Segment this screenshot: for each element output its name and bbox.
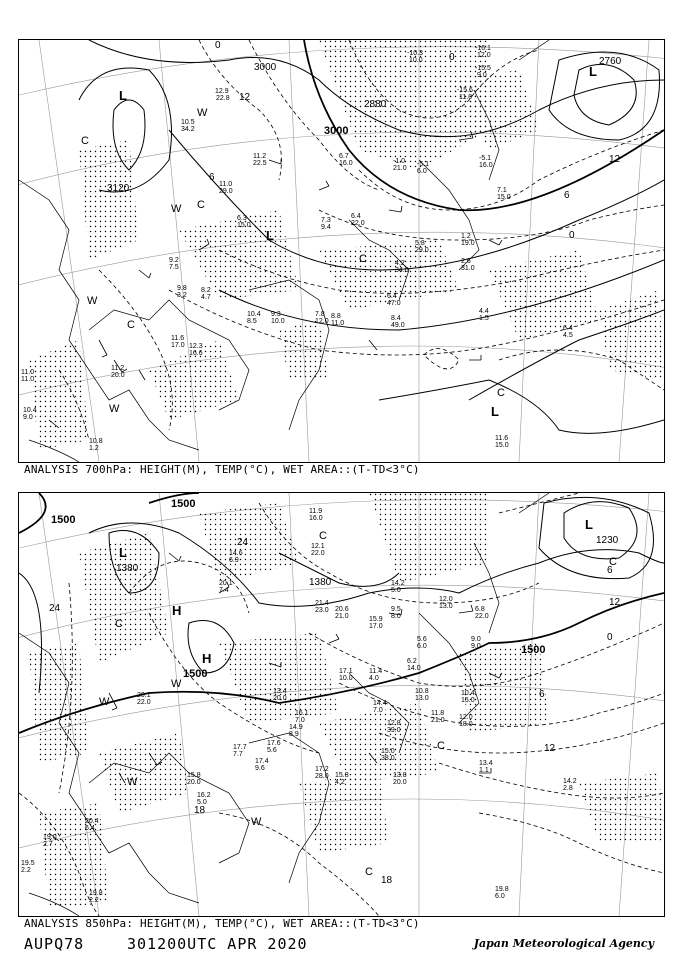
station-dewpoint-depression: 29.0	[219, 188, 233, 195]
station-plot	[461, 258, 475, 272]
station-dewpoint-depression: 6.4	[85, 825, 95, 832]
station-plot	[407, 658, 421, 672]
station-temperature: 6.4	[387, 293, 397, 300]
height-label: 1500	[171, 498, 196, 510]
station-plot	[495, 886, 509, 900]
station-temperature: 8.2	[201, 287, 211, 294]
station-temperature: 9.5	[391, 606, 401, 613]
station-temperature: 17.2	[315, 766, 329, 773]
station-plot	[439, 596, 453, 610]
station-plot	[233, 744, 247, 758]
station-dewpoint-depression: 9.0	[477, 72, 487, 79]
station-plot	[497, 187, 511, 201]
station-dewpoint-depression: 10.0	[409, 57, 423, 64]
station-temperature: 19.8	[495, 886, 509, 893]
station-temperature: 11.8	[431, 710, 445, 717]
station-dewpoint-depression: 1.5	[479, 315, 489, 322]
station-plot	[339, 153, 353, 167]
station-temperature: 17.7	[233, 744, 247, 751]
station-temperature: 17.1	[339, 668, 353, 675]
station-plot	[351, 213, 365, 227]
station-temperature: 19.8	[89, 890, 103, 897]
station-temperature: 8.4	[391, 315, 401, 322]
station-plot	[23, 407, 37, 421]
station-temperature: 14.2	[563, 778, 577, 785]
station-temperature: 13.4	[479, 760, 493, 767]
station-dewpoint-depression: 14.0	[407, 665, 421, 672]
station-plot	[391, 580, 405, 594]
station-dewpoint-depression: 5.0	[197, 799, 207, 806]
cold-center-marker: C	[127, 319, 135, 331]
station-temperature: 15.8	[335, 772, 349, 779]
station-temperature: 20.6	[335, 606, 349, 613]
station-dewpoint-depression: 34.0	[395, 267, 409, 274]
warm-center-marker: W	[109, 403, 120, 415]
station-temperature: 6.8	[475, 606, 485, 613]
station-plot	[369, 668, 382, 682]
station-temperature: 12.1	[311, 543, 325, 550]
station-temperature: 17.6	[267, 740, 281, 747]
station-temperature: 20.1	[219, 580, 233, 587]
station-temperature: 7.1	[497, 187, 507, 194]
station-dewpoint-depression: 39.0	[387, 727, 401, 734]
cold-center-marker: C	[497, 387, 505, 399]
station-dewpoint-depression: 6.0	[417, 643, 427, 650]
station-temperature: 19.5	[21, 860, 35, 867]
product-code: AUPQ78	[24, 935, 85, 953]
station-dewpoint-depression: 7.7	[233, 751, 243, 758]
station-temperature: 12.8	[387, 720, 401, 727]
station-temperature: 5.8	[415, 240, 425, 247]
analysis-700hpa-map	[18, 39, 665, 463]
station-dewpoint-depression: 11.0	[21, 376, 35, 383]
station-temperature: 7.8	[315, 311, 325, 318]
height-label: 2760	[599, 56, 622, 67]
station-plot	[181, 119, 195, 133]
low-center-marker: L	[266, 228, 274, 243]
station-temperature: 6.7	[339, 153, 349, 160]
station-dewpoint-depression: 23.0	[315, 607, 329, 614]
station-dewpoint-depression: 21.0	[431, 717, 445, 724]
height-label: 1230	[596, 535, 619, 546]
station-plot	[393, 158, 407, 172]
station-temperature: 20.1	[137, 692, 151, 699]
station-plot	[393, 772, 407, 786]
station-temperature: 10.8	[89, 438, 103, 445]
station-plot	[187, 772, 201, 786]
analysis-850hpa-map	[18, 492, 665, 917]
station-plot	[315, 766, 329, 780]
station-dewpoint-depression: 21.0	[335, 613, 349, 620]
temperature-label: 0	[215, 40, 221, 51]
station-temperature: 10.8	[415, 688, 429, 695]
temperature-label: 6	[607, 565, 613, 576]
cold-center-marker: C	[609, 556, 617, 568]
station-plot	[471, 636, 481, 650]
high-center-marker: H	[202, 651, 212, 666]
station-dewpoint-depression: 16.0	[309, 515, 323, 522]
height-label: 1380	[309, 577, 332, 588]
station-dewpoint-depression: 17.0	[171, 342, 185, 349]
station-plot	[177, 285, 187, 299]
station-plot	[369, 616, 383, 630]
station-dewpoint-depression: 22.8	[216, 95, 230, 102]
station-dewpoint-depression: 22.5	[253, 160, 267, 167]
temperature-label: 12	[544, 743, 556, 754]
station-temperature: 9.2	[169, 257, 179, 264]
station-plot	[171, 335, 185, 349]
station-dewpoint-depression: 2.2	[21, 867, 31, 874]
station-dewpoint-depression: 29.0	[415, 247, 429, 254]
station-temperature: 11.0	[219, 181, 233, 188]
caption-850hpa: ANALYSIS 850hPa: HEIGHT(M), TEMP(°C), WET AREA::(T-TD<3°C)	[24, 917, 420, 930]
station-plot	[335, 606, 349, 620]
station-temperature: 4.2	[395, 260, 405, 267]
station-dewpoint-depression: 11.0	[459, 94, 473, 101]
station-dewpoint-depression: 20.0	[111, 372, 125, 379]
height-label: 1500	[183, 668, 208, 680]
station-temperature: 4.4	[479, 308, 489, 315]
height-label: 2880	[364, 99, 387, 110]
station-dewpoint-depression: 8.5	[247, 318, 257, 325]
temperature-label: 0	[607, 632, 613, 643]
height-label: 1380	[116, 563, 139, 574]
station-temperature: 12.3	[189, 343, 203, 350]
high-center-marker: H	[172, 603, 182, 618]
station-temperature: -15.5	[475, 65, 491, 72]
warm-center-marker: W	[99, 696, 110, 708]
station-temperature: 7.3	[321, 217, 331, 224]
station-plot	[495, 435, 509, 449]
station-plot	[111, 365, 125, 379]
station-dewpoint-depression: 9.0	[471, 643, 481, 650]
height-label: 3120	[107, 183, 130, 194]
station-dewpoint-depression: 16.6	[189, 350, 203, 357]
station-dewpoint-depression: 15.0	[497, 194, 511, 201]
station-temperature: 1.2	[461, 233, 471, 240]
station-dewpoint-depression: 15.0	[461, 697, 475, 704]
station-temperature: 11.6	[495, 435, 509, 442]
station-plot	[479, 308, 489, 322]
station-dewpoint-depression: 12.0	[477, 52, 491, 59]
station-dewpoint-depression: 22.0	[311, 550, 325, 557]
station-temperature: 9.0	[471, 636, 481, 643]
station-temperature: 11.4	[369, 668, 383, 675]
station-dewpoint-depression: 11.0	[331, 320, 345, 327]
station-temperature: 6.4	[351, 213, 361, 220]
station-temperature: 9.8	[177, 285, 187, 292]
station-plot	[315, 311, 329, 325]
warm-center-marker: W	[87, 295, 98, 307]
warm-center-marker: W	[171, 678, 182, 690]
cold-center-marker: C	[365, 866, 373, 878]
station-dewpoint-depression: 9.0	[23, 414, 33, 421]
station-dewpoint-depression: 20.0	[393, 779, 407, 786]
station-dewpoint-depression: 49.0	[391, 322, 405, 329]
station-plot	[311, 543, 325, 557]
temperature-label: 24	[237, 537, 249, 548]
warm-center-marker: W	[127, 776, 138, 788]
height-label: 1500	[51, 514, 76, 526]
station-dewpoint-depression: 19.0	[461, 240, 475, 247]
station-dewpoint-depression: 8.0	[391, 613, 401, 620]
station-plot	[461, 233, 475, 247]
station-plot	[475, 45, 491, 59]
station-plot	[219, 181, 233, 195]
map-850-canvas	[19, 493, 664, 916]
station-plot	[253, 153, 267, 167]
station-temperature: 10.4	[461, 690, 475, 697]
station-dewpoint-depression: 18.0	[459, 721, 473, 728]
station-plot	[271, 311, 285, 325]
station-plot	[89, 438, 103, 452]
temperature-label: 0	[449, 52, 455, 63]
station-dewpoint-depression: 9.6	[255, 765, 265, 772]
station-temperature: -16.1	[475, 45, 491, 52]
station-dewpoint-depression: 4.0	[369, 675, 379, 682]
station-dewpoint-depression: 4.2	[335, 779, 345, 786]
station-temperature: 14.4	[373, 700, 387, 707]
height-label: 3000	[324, 125, 349, 137]
station-plot	[21, 369, 34, 383]
station-dewpoint-depression: 22.0	[137, 699, 151, 706]
cold-center-marker: C	[359, 253, 367, 265]
station-plot	[407, 50, 423, 64]
station-plot	[563, 778, 577, 792]
temperature-label: 12	[239, 92, 251, 103]
station-temperature: 11.2	[253, 153, 267, 160]
station-temperature: -5.1	[417, 161, 430, 168]
station-plot	[21, 860, 35, 874]
station-temperature: 8.8	[331, 313, 341, 320]
station-plot	[189, 343, 203, 357]
cold-center-marker: C	[437, 740, 445, 752]
station-temperature: 13.4	[273, 688, 287, 695]
warm-center-marker: W	[251, 816, 262, 828]
station-dewpoint-depression: 2.7	[43, 841, 53, 848]
cold-center-marker: C	[81, 135, 89, 147]
station-plot	[309, 508, 323, 522]
station-temperature: 19.0	[43, 834, 57, 841]
temperature-label: 6	[209, 172, 215, 183]
station-dewpoint-depression: 2.8	[563, 785, 573, 792]
station-temperature: 14.6	[229, 550, 243, 557]
station-plot	[255, 758, 269, 772]
station-dewpoint-depression: 31.0	[461, 265, 475, 272]
station-dewpoint-depression: 6.0	[417, 168, 427, 175]
warm-center-marker: W	[197, 107, 208, 119]
caption-700hpa: ANALYSIS 700hPa: HEIGHT(M), TEMP(°C), WET AREA::(T-TD<3°C)	[24, 463, 420, 476]
station-dewpoint-depression: 3.2	[177, 292, 187, 299]
station-temperature: 14.9	[289, 724, 303, 731]
station-plot	[387, 720, 401, 734]
cold-center-marker: C	[319, 530, 327, 542]
station-plot	[315, 600, 329, 614]
station-temperature: 10.4	[23, 407, 37, 414]
station-temperature: 15.9	[369, 616, 383, 623]
station-dewpoint-depression: 1.2	[89, 445, 99, 452]
station-temperature: 6.4	[563, 325, 573, 332]
station-dewpoint-depression: 4.5	[563, 332, 573, 339]
station-plot	[169, 257, 179, 271]
temperature-label: 18	[381, 875, 393, 886]
temperature-label: 24	[49, 603, 61, 614]
station-temperature: 17.4	[255, 758, 269, 765]
station-plot	[331, 313, 344, 327]
station-dewpoint-depression: 6.9	[229, 557, 239, 564]
station-plot	[137, 692, 151, 706]
station-temperature: -1.0	[393, 158, 406, 165]
temperature-label: 12	[609, 154, 621, 165]
temperature-label: 6	[564, 190, 570, 201]
station-dewpoint-depression: 6.0	[495, 893, 505, 900]
station-plot	[459, 714, 473, 728]
station-temperature: 15.8	[187, 772, 201, 779]
station-temperature: 16.1	[295, 710, 309, 717]
station-dewpoint-depression: 13.0	[439, 603, 453, 610]
station-dewpoint-depression: 15.0	[495, 442, 509, 449]
station-temperature: 13.8	[393, 772, 407, 779]
station-temperature: 10.4	[247, 311, 261, 318]
station-dewpoint-depression: 17.0	[369, 623, 383, 630]
station-dewpoint-depression: 1.1	[479, 767, 489, 774]
station-plot	[339, 668, 353, 682]
station-plot	[431, 710, 445, 724]
station-plot	[295, 710, 309, 724]
station-plot	[381, 748, 395, 762]
station-dewpoint-depression: 20.0	[187, 779, 201, 786]
station-dewpoint-depression: 9.4	[321, 224, 331, 231]
station-plot	[457, 87, 473, 101]
station-dewpoint-depression: 7.4	[219, 587, 229, 594]
station-plot	[219, 580, 233, 594]
agency-name: Japan Meteorological Agency	[473, 937, 654, 950]
station-plot	[415, 688, 429, 702]
station-plot	[247, 311, 261, 325]
station-dewpoint-depression: 28.0	[315, 773, 329, 780]
height-label: 1500	[521, 644, 546, 656]
temperature-label: 12	[609, 597, 621, 608]
station-dewpoint-depression: 4.7	[201, 294, 211, 301]
station-dewpoint-depression: 38.0	[381, 755, 395, 762]
station-plot	[321, 217, 331, 231]
station-plot	[417, 636, 427, 650]
station-temperature: 5.6	[417, 636, 427, 643]
station-dewpoint-depression: 8.9	[289, 731, 299, 738]
station-temperature: 9.3	[271, 311, 281, 318]
cold-center-marker: C	[197, 199, 205, 211]
station-temperature: 21.4	[315, 600, 329, 607]
low-center-marker: L	[589, 64, 597, 79]
station-temperature: 6.3	[237, 215, 247, 222]
valid-time: 301200UTC APR 2020	[127, 935, 308, 953]
map-700-canvas	[19, 40, 664, 462]
station-dewpoint-depression: 13.0	[415, 695, 429, 702]
station-temperature: 12.0	[439, 596, 453, 603]
temperature-label: 0	[569, 230, 575, 241]
station-temperature: 20.4	[85, 818, 99, 825]
station-dewpoint-depression: 47.0	[387, 300, 401, 307]
station-dewpoint-depression: 16.0	[339, 160, 353, 167]
station-dewpoint-depression: 22.0	[351, 220, 365, 227]
station-dewpoint-depression: 10.0	[339, 675, 353, 682]
station-plot	[461, 690, 475, 704]
low-center-marker: L	[585, 517, 593, 532]
station-dewpoint-depression: 7.0	[373, 707, 383, 714]
height-label: 3000	[254, 62, 277, 73]
low-center-marker: L	[119, 88, 127, 103]
warm-center-marker: W	[171, 203, 182, 215]
station-plot	[479, 155, 493, 169]
station-dewpoint-depression: 10.0	[271, 318, 285, 325]
station-temperature: 11.2	[111, 365, 125, 372]
station-temperature: 6.2	[407, 658, 417, 665]
cold-center-marker: C	[115, 618, 123, 630]
station-plot	[563, 325, 573, 339]
station-plot	[201, 287, 211, 301]
station-temperature: 15.0	[381, 748, 395, 755]
station-temperature: 12.0	[459, 714, 473, 721]
station-dewpoint-depression: 22.0	[475, 613, 489, 620]
station-plot	[267, 740, 281, 754]
station-dewpoint-depression: 12.0	[315, 318, 329, 325]
temperature-label: 6	[539, 689, 545, 700]
station-temperature: 12.9	[215, 88, 229, 95]
station-temperature: -5.1	[479, 155, 492, 162]
station-dewpoint-depression: 7.0	[295, 717, 305, 724]
station-temperature: -15.6	[457, 87, 473, 94]
station-temperature: 10.5	[181, 119, 195, 126]
station-plot	[273, 688, 287, 702]
station-temperature: 11.0	[21, 369, 35, 376]
station-plot	[197, 792, 211, 806]
station-temperature: -10.3	[407, 50, 423, 57]
station-dewpoint-depression: 7.5	[169, 264, 179, 271]
station-temperature: 16.2	[197, 792, 211, 799]
low-center-marker: L	[491, 404, 499, 419]
station-dewpoint-depression: 15.0	[237, 222, 251, 229]
station-temperature: 11.6	[171, 335, 185, 342]
station-plot	[215, 88, 230, 102]
station-temperature: 11.9	[309, 508, 323, 515]
low-center-marker: L	[119, 545, 127, 560]
temperature-label: 18	[194, 805, 206, 816]
station-dewpoint-depression: 21.0	[393, 165, 407, 172]
station-plot	[391, 315, 405, 329]
station-plot	[391, 606, 401, 620]
station-temperature: 2.6	[461, 258, 471, 265]
station-dewpoint-depression: 5.0	[391, 587, 401, 594]
station-dewpoint-depression: 34.2	[181, 126, 195, 133]
station-dewpoint-depression: 5.6	[267, 747, 277, 754]
station-plot	[475, 606, 489, 620]
station-temperature: 14.2	[391, 580, 405, 587]
station-dewpoint-depression: 2.2	[89, 897, 99, 904]
station-dewpoint-depression: 16.0	[479, 162, 493, 169]
station-dewpoint-depression: 20.0	[273, 695, 287, 702]
